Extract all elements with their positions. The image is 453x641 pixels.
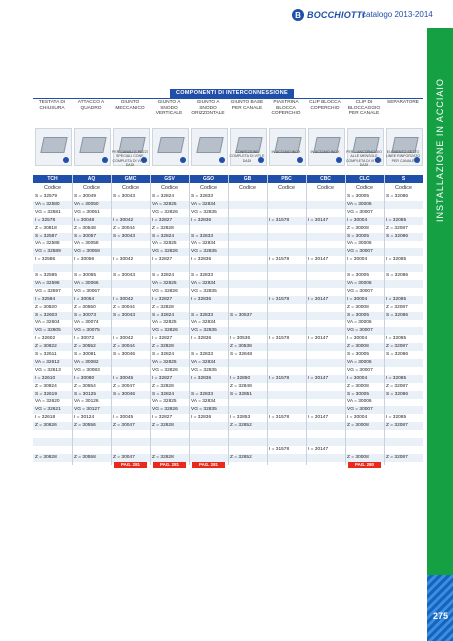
code-cell: VA = 32834: [191, 320, 216, 326]
code-cell: Z = 32828: [152, 304, 174, 310]
page-number: 275: [432, 611, 449, 621]
code-cell: Z = 30047: [113, 383, 135, 389]
code-cell: VG = 32826: [152, 367, 178, 373]
code-cell: Z = 30820: [35, 304, 57, 310]
code-cell: VA = 30006: [347, 359, 372, 365]
column-divider: [150, 175, 151, 465]
code-cell: Z = 30818: [35, 225, 57, 231]
code-cell: I = 30147: [308, 336, 329, 342]
product-note: PER L'ANCORAGGIO ALLE MENSOLE COMPLETA DI VITE E DADI: [345, 150, 383, 168]
code-cell: I = 32827: [152, 336, 173, 342]
code-cell: I = 31578: [269, 296, 290, 302]
code-cell: S = 30125: [74, 391, 97, 397]
code-cell: S = 30537: [230, 312, 253, 318]
code-cell: S = 32611: [35, 352, 57, 357]
code-cell: Z = 30538: [230, 344, 252, 350]
code-cell: Z = 30008: [347, 344, 369, 350]
info-badge-icon: [336, 157, 342, 163]
code-cell: VG = 30051: [74, 209, 100, 215]
code-cell: I = 32586: [35, 257, 56, 263]
code-cell: I = 30042: [113, 257, 134, 263]
code-cell: VA = 30006: [347, 280, 372, 286]
code-cell: S = 32833: [191, 194, 214, 199]
code-cell: S = 30043: [113, 312, 136, 318]
code-cell: S = 30043: [113, 233, 136, 239]
code-cell: S = 30073: [74, 312, 97, 318]
product-note: IN ACCIAIO INOX: [271, 150, 301, 154]
column-title: CLIP DI BLOCCAGGIO PER CANALE: [347, 100, 381, 117]
code-cell: I = 32836: [191, 375, 212, 381]
code-cell: VG = 30007: [347, 249, 373, 255]
code-cell: VA = 30126: [74, 399, 99, 405]
code-cell: S = 32595: [35, 273, 58, 278]
code-cell: VA = 30074: [74, 320, 99, 326]
codice-label: Codice: [316, 185, 335, 191]
column-title: GIUNTO BASE PER CANALE: [230, 100, 264, 111]
code-cell: Z = 30047: [113, 454, 135, 460]
info-badge-icon: [180, 157, 186, 163]
code-cell: VG = 32835: [191, 407, 217, 413]
code-cell: VA = 32834: [191, 399, 216, 405]
product-code: AQ: [87, 176, 96, 182]
codice-label: Codice: [355, 185, 374, 191]
code-cell: S = 30081: [74, 352, 97, 357]
column-divider: [306, 175, 307, 465]
code-cell: VA = 32580: [35, 201, 60, 207]
code-cell: Z = 30008: [347, 304, 369, 310]
code-cell: I = 30004: [347, 217, 368, 223]
product-note: ELEMENTO SETTO LINEE RINFORZATO PER CANALE: [385, 150, 421, 163]
code-cell: I = 30147: [308, 415, 329, 421]
code-cell: VA = 32834: [191, 201, 216, 207]
code-cell: Z = 32828: [152, 423, 174, 429]
code-cell: VG = 30007: [347, 209, 373, 215]
codice-label: Codice: [160, 185, 179, 191]
column-divider: [384, 175, 385, 465]
code-cell: S = 32619: [35, 391, 58, 397]
code-cell: I = 32602: [35, 336, 56, 342]
code-cell: S = 32833: [191, 352, 214, 357]
brand-name: BOCCHIOTTI: [307, 10, 365, 20]
code-cell: I = 30042: [113, 217, 134, 223]
code-cell: VG = 32826: [152, 407, 178, 413]
code-cell: VG = 30075: [74, 328, 100, 334]
code-cell: I = 32085: [386, 217, 407, 223]
code-cell: VG = 30127: [74, 407, 100, 413]
code-cell: S = 32086: [386, 312, 409, 318]
column-divider: [189, 175, 190, 465]
code-cell: I = 30147: [308, 296, 329, 302]
code-cell: I = 31578: [269, 415, 290, 421]
product-shape-icon: [196, 137, 223, 153]
codice-label: Codice: [121, 185, 140, 191]
code-cell: VA = 32596: [35, 280, 60, 286]
code-cell: S = 32824: [152, 312, 175, 318]
info-badge-icon: [102, 157, 108, 163]
code-cell: I = 32085: [386, 296, 407, 302]
code-cell: Z = 30008: [347, 454, 369, 460]
code-cell: VG = 32621: [35, 407, 61, 413]
product-note: CONFEZIONE COMPLETA DI VITI E DADI: [229, 150, 265, 163]
product-note: PER CANALI E PEZZI SPECIALI CONF. COMPLETA DI VITI E DADI: [112, 150, 148, 168]
code-cell: I = 32618: [35, 415, 56, 421]
code-cell: Z = 30044: [113, 344, 135, 350]
code-cell: VA = 32825: [152, 399, 177, 405]
code-cell: I = 32085: [386, 336, 407, 342]
code-cell: VG = 32613: [35, 367, 61, 373]
code-cell: Z = 32087: [386, 304, 408, 310]
code-cell: I = 30536: [230, 336, 251, 342]
code-cell: VG = 32835: [191, 209, 217, 215]
code-cell: I = 32578: [35, 217, 56, 223]
code-cell: Z = 30822: [35, 344, 57, 350]
code-cell: VG = 32581: [35, 209, 61, 215]
code-cell: Z = 30548: [74, 225, 96, 231]
code-cell: I = 32610: [35, 375, 56, 381]
code-cell: I = 30080: [74, 375, 95, 381]
page-reference-badge[interactable]: PAG. 280: [348, 462, 381, 468]
code-cell: VA = 32588: [35, 241, 60, 247]
code-cell: I = 30048: [74, 217, 95, 223]
code-cell: Z = 32852: [230, 454, 252, 460]
code-cell: Z = 32828: [152, 344, 174, 350]
code-cell: I = 32850: [230, 375, 251, 381]
code-cell: VA = 30006: [347, 399, 372, 405]
code-cell: Z = 30550: [74, 304, 96, 310]
code-cell: VA = 32834: [191, 280, 216, 286]
code-cell: I = 30147: [308, 257, 329, 263]
code-cell: VA = 30050: [74, 201, 99, 207]
code-cell: S = 30049: [74, 194, 97, 199]
code-cell: VA = 32604: [35, 320, 60, 326]
code-cell: VG = 32835: [191, 328, 217, 334]
code-cell: Z = 32087: [386, 423, 408, 429]
product-note: IN ACCIAIO INOX: [310, 150, 340, 154]
code-cell: S = 32579: [35, 194, 58, 199]
codice-label: Codice: [82, 185, 101, 191]
page-corner-stripes: [427, 575, 453, 641]
code-cell: Z = 32849: [230, 383, 252, 389]
code-cell: S = 32587: [35, 233, 58, 239]
code-cell: Z = 32087: [386, 454, 408, 460]
column-divider: [267, 175, 268, 465]
code-cell: VA = 30058: [74, 241, 99, 247]
code-cell: Z = 32852: [230, 423, 252, 429]
code-cell: S = 30005: [347, 273, 370, 278]
code-cell: S = 30005: [347, 312, 370, 318]
code-cell: Z = 30008: [347, 383, 369, 389]
code-cell: VG = 32835: [191, 367, 217, 373]
code-cell: Z = 30044: [113, 304, 135, 310]
column-divider: [345, 175, 346, 465]
code-cell: VG = 30067: [74, 288, 100, 294]
code-cell: Z = 32828: [152, 383, 174, 389]
product-code: GMC: [124, 176, 137, 182]
code-cell: I = 32836: [191, 257, 212, 263]
code-cell: VG = 30083: [74, 367, 100, 373]
code-cell: VA = 30082: [74, 359, 99, 365]
code-cell: I = 30124: [74, 415, 95, 421]
code-cell: S = 32086: [386, 194, 409, 199]
section-side-tab-label: INSTALLAZIONE IN ACCIAIO: [435, 78, 445, 222]
code-cell: Z = 30558: [74, 454, 96, 460]
code-cell: VA = 32834: [191, 359, 216, 365]
code-cell: VA = 30006: [347, 320, 372, 326]
code-cell: S = 32086: [386, 273, 409, 278]
product-code: S: [401, 176, 406, 182]
code-cell: S = 32851: [230, 391, 253, 397]
codice-label: Codice: [43, 185, 62, 191]
code-cell: I = 31578: [269, 257, 290, 263]
code-cell: I = 30004: [347, 375, 368, 381]
column-title: CLIP BLOCCA COPERCHIO: [309, 100, 341, 111]
product-image: [269, 128, 306, 166]
code-cell: I = 32853: [230, 415, 251, 421]
section-banner: COMPONENTI DI INTERCONNESSIONE: [170, 89, 294, 98]
code-cell: I = 30042: [113, 296, 134, 302]
column-title: TESTATA DI CHIUSURA: [38, 100, 66, 111]
code-cell: VG = 30007: [347, 407, 373, 413]
code-cell: VG = 30059: [74, 249, 100, 255]
code-cell: I = 30004: [347, 257, 368, 263]
code-cell: VG = 30007: [347, 288, 373, 294]
code-cell: I = 32827: [152, 217, 173, 223]
column-title: PIASTRINA BLOCCA COPERCHIO: [271, 100, 301, 117]
product-image: [191, 128, 228, 166]
code-cell: S = 30005: [347, 233, 370, 239]
code-cell: VA = 32612: [35, 359, 60, 365]
code-cell: I = 31578: [269, 336, 290, 342]
code-cell: Z = 32828: [152, 454, 174, 460]
code-cell: I = 30147: [308, 375, 329, 381]
product-code: TCH: [47, 176, 58, 182]
code-cell: Z = 30008: [347, 225, 369, 231]
code-cell: S = 32824: [152, 194, 175, 199]
code-cell: Z = 30556: [74, 423, 96, 429]
code-cell: S = 32086: [386, 391, 409, 397]
code-cell: I = 32085: [386, 375, 407, 381]
code-cell: VA = 32825: [152, 201, 177, 207]
code-cell: VG = 32826: [152, 249, 178, 255]
code-cell: S = 32824: [152, 233, 175, 239]
code-cell: Z = 30826: [35, 423, 57, 429]
product-code: CBC: [320, 176, 331, 182]
column-title: GIUNTO A SNODO ORIZZONTALE: [191, 100, 225, 117]
code-cell: Z = 30552: [74, 344, 96, 350]
code-cell: S = 30043: [113, 194, 136, 199]
code-cell: S = 32833: [191, 233, 214, 239]
info-badge-icon: [63, 157, 69, 163]
code-cell: Z = 30554: [74, 383, 96, 389]
code-cell: VA = 30006: [347, 241, 372, 247]
code-cell: I = 30064: [74, 296, 95, 302]
code-cell: Z = 30828: [35, 454, 57, 460]
code-cell: VG = 32597: [35, 288, 61, 294]
column-title: SEPARATORE: [387, 100, 419, 105]
product-image: [35, 128, 72, 166]
product-code: PBC: [281, 176, 292, 182]
codice-label: Codice: [277, 185, 296, 191]
product-code: GB: [243, 176, 252, 182]
info-badge-icon: [297, 157, 303, 163]
product-image: [152, 128, 189, 166]
code-cell: VA = 30066: [74, 280, 99, 286]
code-cell: S = 32824: [152, 273, 175, 278]
code-cell: S = 32833: [191, 273, 214, 278]
code-cell: S = 32824: [152, 391, 175, 397]
code-cell: S = 32848: [230, 352, 253, 357]
code-cell: VG = 32835: [191, 288, 217, 294]
code-cell: I = 32827: [152, 296, 173, 302]
code-cell: I = 30042: [113, 336, 134, 342]
brand-logo: [292, 9, 365, 21]
column-divider: [72, 175, 73, 465]
code-cell: S = 30005: [347, 194, 370, 199]
code-cell: VA = 32825: [152, 280, 177, 286]
page-reference-badge[interactable]: PAG. 281: [114, 462, 147, 468]
code-cell: I = 32594: [35, 296, 56, 302]
banner-divider: [33, 98, 423, 99]
code-cell: VG = 32826: [152, 288, 178, 294]
code-cell: VG = 32605: [35, 328, 61, 334]
product-image: [308, 128, 345, 166]
code-cell: S = 32086: [386, 233, 409, 239]
code-cell: S = 30046: [113, 352, 136, 357]
code-cell: I = 30004: [347, 336, 368, 342]
code-cell: I = 30147: [308, 446, 329, 452]
code-cell: I = 30147: [308, 217, 329, 223]
code-cell: S = 30005: [347, 391, 370, 397]
code-cell: Z = 30044: [113, 225, 135, 231]
product-code: CLC: [359, 176, 370, 182]
code-cell: S = 30005: [347, 352, 370, 357]
product-code: GSO: [202, 176, 215, 182]
product-shape-icon: [79, 137, 106, 153]
column-title: ATTACCO A QUADRO: [77, 100, 105, 111]
code-cell: Z = 32087: [386, 344, 408, 350]
column-title: GIUNTO A SNODO VERTICALE: [155, 100, 183, 117]
code-cell: S = 30043: [113, 273, 136, 278]
code-cell: VA = 32834: [191, 241, 216, 247]
code-cell: I = 32836: [191, 296, 212, 302]
code-cell: VG = 32826: [152, 328, 178, 334]
code-cell: VA = 32825: [152, 320, 177, 326]
code-cell: I = 32836: [191, 217, 212, 223]
code-cell: Z = 32087: [386, 225, 408, 231]
column-divider: [228, 175, 229, 465]
code-cell: I = 32085: [386, 257, 407, 263]
brand-mark-icon: B: [292, 9, 304, 21]
codice-label: Codice: [238, 185, 257, 191]
catalog-title: catalogo 2013-2014: [362, 10, 433, 19]
code-cell: I = 31578: [269, 446, 290, 452]
code-cell: S = 30046: [113, 391, 136, 397]
code-cell: VG = 32589: [35, 249, 61, 255]
code-cell: S = 32603: [35, 312, 58, 318]
code-cell: VG = 32835: [191, 249, 217, 255]
product-shape-icon: [40, 137, 67, 153]
code-cell: S = 32824: [152, 352, 175, 357]
code-cell: I = 32836: [191, 415, 212, 421]
code-cell: S = 30057: [74, 233, 97, 239]
code-cell: S = 32086: [386, 352, 409, 357]
code-cell: I = 32827: [152, 415, 173, 421]
codice-label: Codice: [394, 185, 413, 191]
code-cell: VA = 32825: [152, 241, 177, 247]
product-image: [74, 128, 111, 166]
code-cell: VG = 30007: [347, 328, 373, 334]
code-cell: Z = 30824: [35, 383, 57, 389]
code-cell: I = 32085: [386, 415, 407, 421]
code-cell: I = 31578: [269, 375, 290, 381]
code-cell: I = 30004: [347, 296, 368, 302]
product-shape-icon: [157, 137, 184, 153]
code-cell: Z = 30047: [113, 423, 135, 429]
codice-label: Codice: [199, 185, 218, 191]
product-code: GSV: [164, 176, 175, 182]
code-cell: Z = 32828: [152, 225, 174, 231]
code-cell: I = 30045: [113, 375, 134, 381]
code-cell: I = 30072: [74, 336, 95, 342]
code-cell: I = 31578: [269, 217, 290, 223]
code-cell: VA = 32620: [35, 399, 60, 405]
column-divider: [111, 175, 112, 465]
code-cell: S = 30065: [74, 273, 97, 278]
column-title: GIUNTO MECCANICO: [115, 100, 145, 111]
code-cell: VG = 30007: [347, 367, 373, 373]
code-cell: S = 32833: [191, 312, 214, 318]
code-cell: Z = 32087: [386, 383, 408, 389]
page-reference-badge[interactable]: PAG. 281: [192, 462, 225, 468]
code-cell: S = 32833: [191, 391, 214, 397]
code-cell: VG = 32826: [152, 209, 178, 215]
page-reference-badge[interactable]: PAG. 281: [153, 462, 186, 468]
code-cell: Z = 30008: [347, 423, 369, 429]
code-cell: I = 30004: [347, 415, 368, 421]
code-cell: I = 32827: [152, 257, 173, 263]
code-cell: I = 30045: [113, 415, 134, 421]
info-badge-icon: [219, 157, 225, 163]
code-cell: I = 32827: [152, 375, 173, 381]
code-cell: I = 30056: [74, 257, 95, 263]
code-cell: I = 32836: [191, 336, 212, 342]
code-cell: VA = 32825: [152, 359, 177, 365]
code-cell: VA = 30006: [347, 201, 372, 207]
